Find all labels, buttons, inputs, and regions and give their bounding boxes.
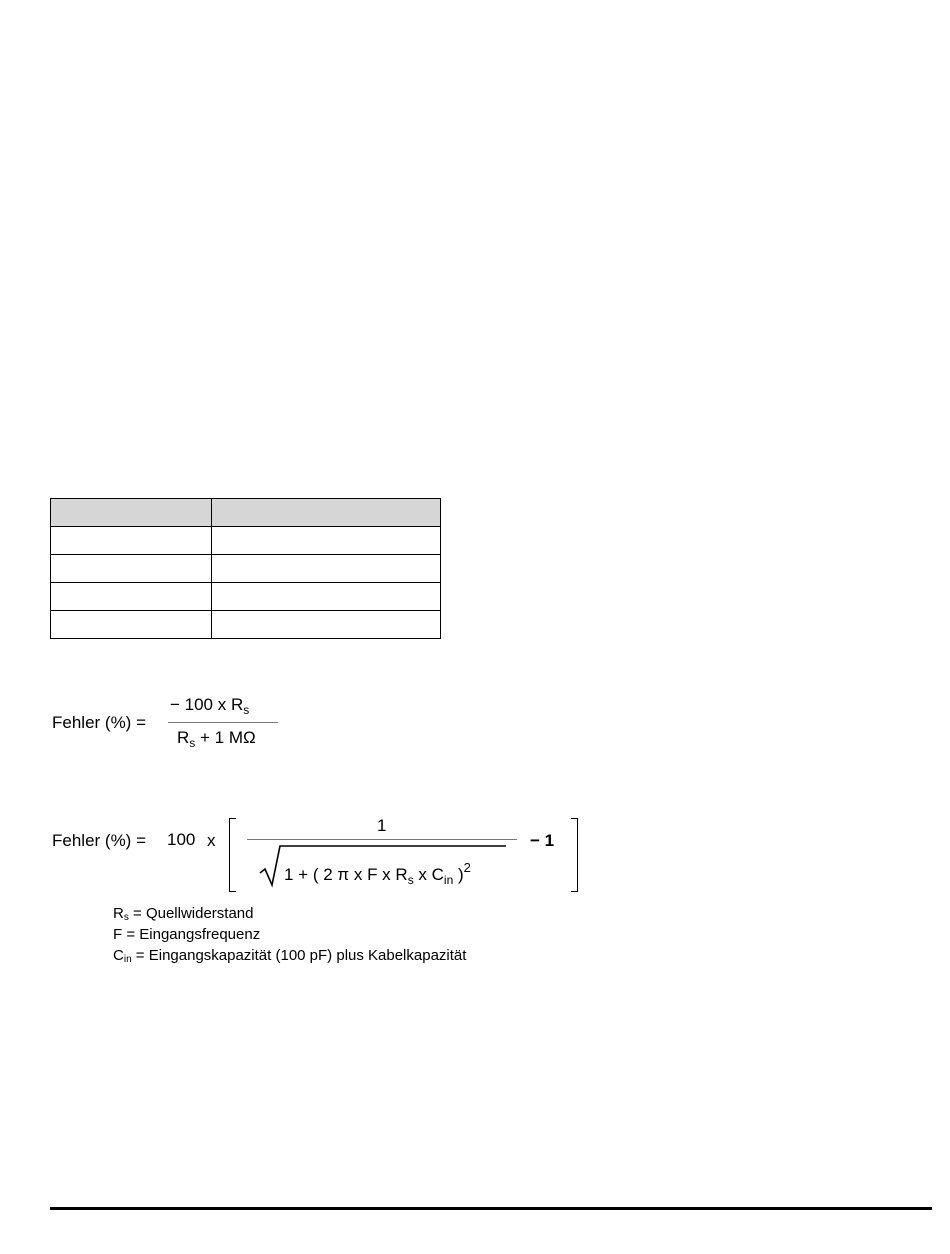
table-cell <box>212 555 441 583</box>
radicand-exponent: 2 <box>463 860 471 875</box>
formula-2-numerator: 1 <box>377 816 387 835</box>
legend-symbol: R <box>113 905 124 922</box>
legend-item <box>113 927 260 944</box>
table-row <box>51 555 441 583</box>
table-header-cell <box>51 499 212 527</box>
footer-rule <box>50 1207 932 1210</box>
table-cell <box>51 527 212 555</box>
table-row <box>51 583 441 611</box>
formula-1-denominator-text: R <box>177 728 190 747</box>
table-row <box>51 527 441 555</box>
formula-1-lhs: Fehler (%) = <box>52 713 146 732</box>
table-cell <box>212 583 441 611</box>
formula-2-minus-one: − 1 <box>530 831 555 850</box>
formula-2-fraction-line <box>247 839 517 840</box>
formula-2-left-bracket <box>229 818 236 892</box>
formula-2-right-bracket <box>571 818 578 892</box>
formula-1-denominator-sub: s <box>189 736 196 750</box>
table-cell <box>51 611 212 639</box>
table-cell <box>212 611 441 639</box>
legend-text: = Quellwiderstand <box>128 905 254 922</box>
table-header-row <box>51 499 441 527</box>
radicand-end: ) <box>453 865 464 884</box>
formula-2-radicand <box>284 861 471 886</box>
formula-1-numerator <box>170 696 249 716</box>
formula-2-lhs: Fehler (%) = <box>52 831 146 850</box>
formula-2-times: x <box>207 831 216 850</box>
legend-symbol: C <box>113 947 124 964</box>
formula-2-factor: 100 <box>167 830 196 849</box>
table-row <box>51 611 441 639</box>
formula-1-numerator-text: − 100 x R <box>170 695 244 714</box>
legend-text: = Eingangsfrequenz <box>122 926 261 943</box>
legend-item <box>113 948 466 965</box>
legend-symbol: F <box>113 926 123 943</box>
radicand-sub-1: s <box>407 873 414 887</box>
table-cell <box>51 555 212 583</box>
formula-1-denominator-rest: + 1 MΩ <box>195 728 256 747</box>
radicand-text: 1 + ( 2 π x F x R <box>284 865 408 884</box>
radicand-sub-2: in <box>443 873 454 887</box>
formula-1-denominator <box>177 729 256 749</box>
formula-1-fraction-line <box>168 722 278 723</box>
legend-symbol-sub: in <box>123 954 132 965</box>
table-cell <box>212 527 441 555</box>
table-cell <box>51 583 212 611</box>
table-header-cell <box>212 499 441 527</box>
legend-text: = Eingangskapazität (100 pF) plus Kabelkapazität <box>131 947 467 964</box>
legend-item <box>113 906 254 923</box>
spec-table <box>50 498 441 639</box>
legend-symbol-sub: s <box>123 912 129 923</box>
formula-1-numerator-sub: s <box>243 703 250 717</box>
radicand-mid: x C <box>413 865 444 884</box>
